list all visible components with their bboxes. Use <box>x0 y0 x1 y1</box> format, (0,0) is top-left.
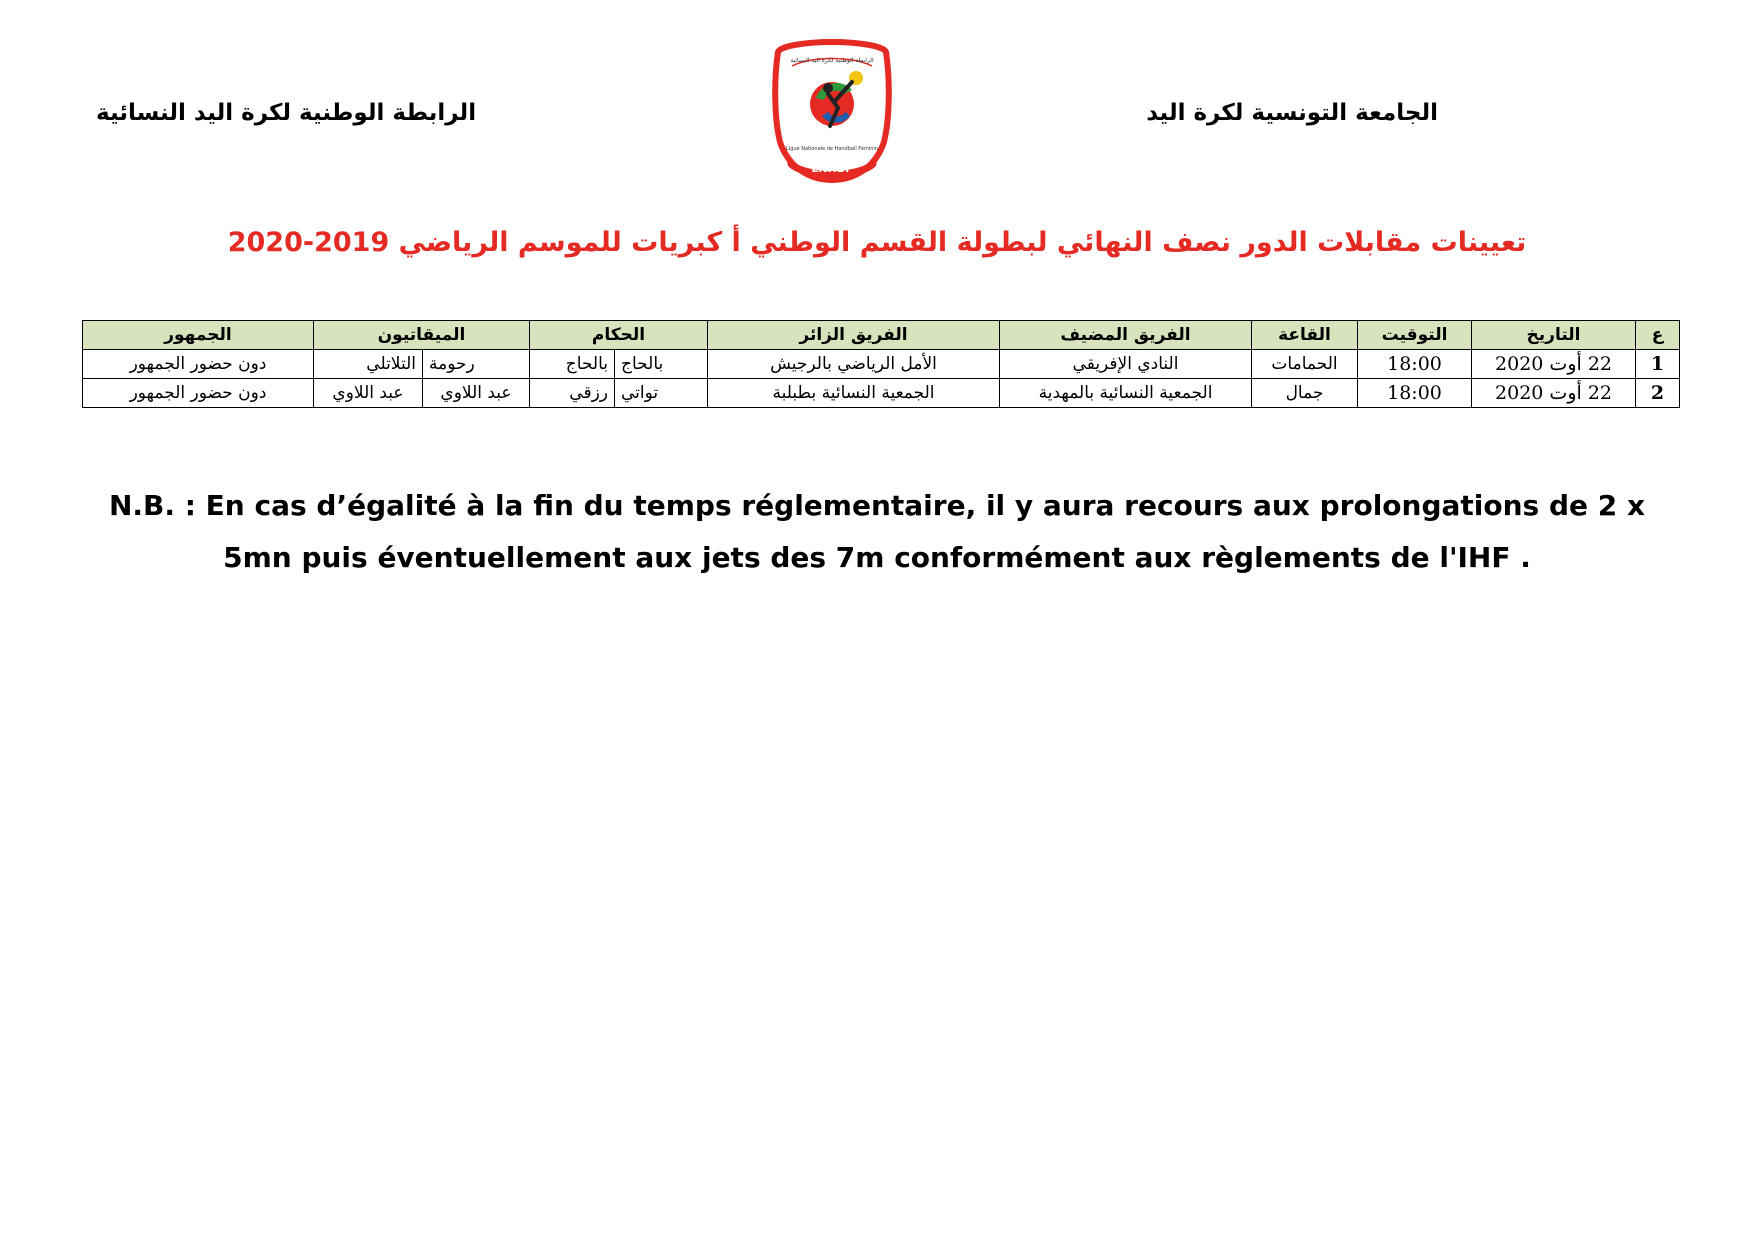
referee-2: بالحاج <box>530 350 615 379</box>
col-home-team: الفريق المضيف <box>1000 321 1252 350</box>
col-timekeepers: الميقاتيون <box>314 321 530 350</box>
logo-acronym: LNHBF <box>811 162 853 175</box>
match-time: 18:00 <box>1358 350 1472 379</box>
schedule-table <box>82 320 1680 408</box>
col-audience: الجمهور <box>83 321 314 350</box>
col-number: ع <box>1636 321 1680 350</box>
logo-fr-text: Ligue Nationale de Handball Féminin <box>786 146 878 152</box>
note-paragraph <box>60 480 1694 584</box>
timekeeper-2: التلاتلي <box>314 350 423 379</box>
col-hall: القاعة <box>1252 321 1358 350</box>
note-line-2: 5mn puis éventuellement aux jets des 7m conformément aux règlements de l'IHF . <box>223 541 1531 574</box>
timekeeper-1: رحومة <box>423 350 530 379</box>
league-name: الرابطة الوطنية لكرة اليد النسائية <box>96 100 477 126</box>
col-time: التوقيت <box>1358 321 1472 350</box>
league-logo <box>772 38 892 184</box>
note-line-1: N.B. : En cas d’égalité à la fin du temps réglementaire, il y aura recours aux prolongations de 2 x <box>108 489 1646 522</box>
col-referees: الحكام <box>530 321 708 350</box>
audience: دون حضور الجمهور <box>83 379 314 408</box>
page-title: تعيينات مقابلات الدور نصف النهائي لبطولة القسم الوطني أ كبريات للموسم الرياضي 2019-2020 <box>227 227 1527 258</box>
referee-1: بالحاج <box>615 350 708 379</box>
timekeeper-1: عبد اللاوي <box>423 379 530 408</box>
away-team: الأمل الرياضي بالرجيش <box>708 350 1000 379</box>
match-date: 22 أوت 2020 <box>1472 379 1636 408</box>
referee-2: رزقي <box>530 379 615 408</box>
audience: دون حضور الجمهور <box>83 350 314 379</box>
table-row <box>83 350 1680 379</box>
match-time: 18:00 <box>1358 379 1472 408</box>
table-row <box>83 379 1680 408</box>
match-date: 22 أوت 2020 <box>1472 350 1636 379</box>
home-team: الجمعية النسائية بالمهدية <box>1000 379 1252 408</box>
col-away-team: الفريق الزائر <box>708 321 1000 350</box>
referee-1: تواتي <box>615 379 708 408</box>
home-team: النادي الإفريقي <box>1000 350 1252 379</box>
match-number: 2 <box>1636 379 1680 408</box>
match-number: 1 <box>1636 350 1680 379</box>
col-date: التاريخ <box>1472 321 1636 350</box>
timekeeper-2: عبد اللاوي <box>314 379 423 408</box>
away-team: الجمعية النسائية بطبلبة <box>708 379 1000 408</box>
logo-arc-text: الرابطة الوطنية لكرة اليد النسائية <box>790 57 874 64</box>
federation-name: الجامعة التونسية لكرة اليد <box>1146 100 1438 126</box>
match-hall: الحمامات <box>1252 350 1358 379</box>
table-header-row <box>83 321 1680 350</box>
match-hall: جمال <box>1252 379 1358 408</box>
